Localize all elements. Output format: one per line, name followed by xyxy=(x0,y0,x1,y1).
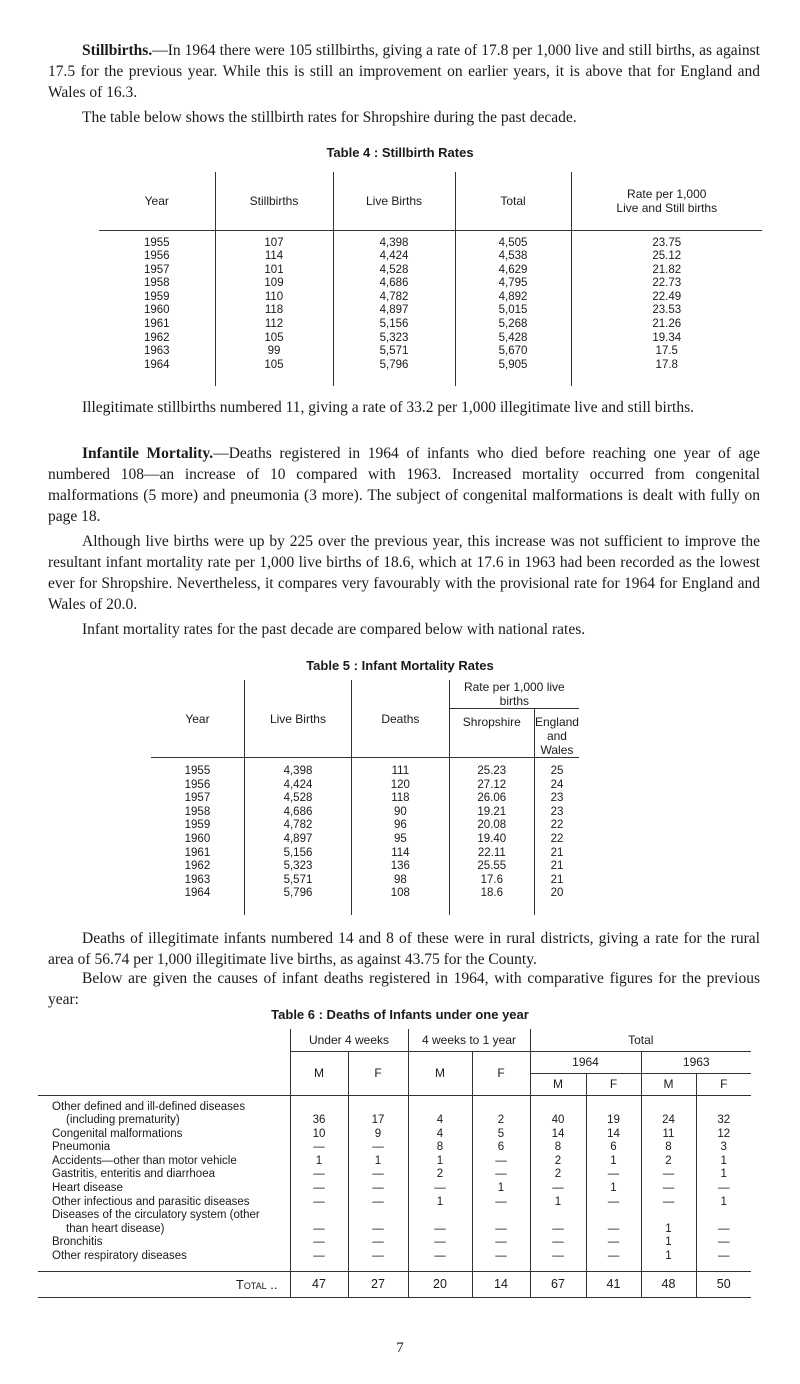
cell-to1-m: 4 xyxy=(408,1128,472,1142)
cell-under4-f: — xyxy=(348,1209,408,1236)
cell-to1-f: — xyxy=(472,1196,530,1210)
cell-year: 1964 xyxy=(184,887,211,900)
table-row xyxy=(151,819,579,833)
cell-total: 5,670 xyxy=(455,345,571,359)
cell-year: 1958 xyxy=(184,805,211,818)
cause-label xyxy=(38,1168,290,1182)
cell-total-1964-f: — xyxy=(586,1250,641,1264)
stillbirths-heading: Stillbirths. xyxy=(82,42,153,59)
cell-to1-f: 1 xyxy=(472,1182,530,1196)
cell-year: 1961 xyxy=(184,846,211,859)
cell-deaths: 90 xyxy=(352,806,450,820)
and-wales-label: and Wales xyxy=(540,729,574,757)
cause-label-text: Diseases of the circulatory system (other xyxy=(52,1209,260,1222)
cause-label xyxy=(38,1209,290,1236)
total-total-1964-m: 67 xyxy=(530,1272,586,1298)
cell-total-1963-f: 3 xyxy=(696,1141,751,1155)
cell-total-1963-f: — xyxy=(696,1209,751,1236)
cell-to1-f: 2 xyxy=(472,1095,530,1128)
cause-label-text: Heart disease xyxy=(52,1182,123,1195)
cause-label xyxy=(38,1095,290,1128)
cell-year: 1961 xyxy=(143,318,170,331)
col-under4-f: F xyxy=(348,1051,408,1095)
cell-under4-m: — xyxy=(290,1141,348,1155)
table-row xyxy=(99,264,762,278)
table-row xyxy=(38,1128,751,1142)
table-row xyxy=(151,874,579,888)
cell-under4-m: 10 xyxy=(290,1128,348,1142)
cell-shropshire: 20.08 xyxy=(449,819,534,833)
cell-under4-m: — xyxy=(290,1209,348,1236)
cell-live-births: 4,398 xyxy=(244,758,351,779)
cell-total-1964-f: 14 xyxy=(586,1128,641,1142)
col-1964-m: M xyxy=(530,1073,586,1095)
col-total: Total xyxy=(530,1029,751,1051)
cell-stillbirths: 112 xyxy=(215,318,333,332)
cell-to1-m: — xyxy=(408,1250,472,1264)
cell-rate: 23.75 xyxy=(571,230,762,250)
cell-under4-f: — xyxy=(348,1250,408,1264)
col-year: Year xyxy=(144,193,169,208)
cell-under4-f: 1 xyxy=(348,1155,408,1169)
table-row xyxy=(99,291,762,305)
cell-deaths: 98 xyxy=(352,874,450,888)
cell-live-births: 4,897 xyxy=(333,304,455,318)
cell-live-births: 4,398 xyxy=(333,230,455,250)
col-1963-m: M xyxy=(641,1073,696,1095)
cell-year: 1962 xyxy=(143,331,170,344)
cell-live-births: 5,323 xyxy=(244,860,351,874)
table-row xyxy=(38,1141,751,1155)
cell-rate: 17.5 xyxy=(571,345,762,359)
cell-year: 1962 xyxy=(184,860,211,873)
total-total-1964-f: 41 xyxy=(586,1272,641,1298)
cell-under4-m: 1 xyxy=(290,1155,348,1169)
cell-year: 1960 xyxy=(184,832,211,845)
cause-label xyxy=(38,1182,290,1196)
infantile-mortality-heading: Infantile Mortality. xyxy=(82,445,214,462)
cell-year: 1959 xyxy=(143,290,170,303)
cell-year: 1956 xyxy=(143,250,170,263)
cell-england-wales: 21 xyxy=(534,874,579,888)
cell-live-births: 5,323 xyxy=(333,332,455,346)
cell-total-1963-f: — xyxy=(696,1236,751,1250)
cell-year: 1963 xyxy=(184,873,211,886)
cell-total-1963-f: 32 xyxy=(696,1095,751,1128)
stillbirths-paragraph xyxy=(48,40,760,103)
col-england-wales xyxy=(534,709,579,758)
table-row xyxy=(151,792,579,806)
cell-total-1964-m: 1 xyxy=(530,1196,586,1210)
cell-stillbirths: 114 xyxy=(215,250,333,264)
cell-to1-f: 6 xyxy=(472,1141,530,1155)
cell-year: 1955 xyxy=(184,765,211,777)
table-row xyxy=(38,1155,751,1169)
cell-total-1963-m: 2 xyxy=(641,1155,696,1169)
cause-label-text: Other infectious and parasitic diseases xyxy=(52,1195,250,1208)
cell-total-1964-m: — xyxy=(530,1209,586,1236)
cell-under4-m: — xyxy=(290,1182,348,1196)
col-1963: 1963 xyxy=(641,1051,751,1073)
cell-total-1964-m: — xyxy=(530,1182,586,1196)
cell-year: 1960 xyxy=(143,304,170,317)
cell-total-1964-m: 14 xyxy=(530,1128,586,1142)
table-row xyxy=(99,230,762,250)
cell-to1-m: — xyxy=(408,1236,472,1250)
cell-rate: 17.8 xyxy=(571,359,762,373)
cell-live-births: 5,571 xyxy=(244,874,351,888)
infant-mortality-table xyxy=(151,680,579,915)
cell-total-1964-f: — xyxy=(586,1209,641,1236)
cell-under4-f: — xyxy=(348,1182,408,1196)
cell-under4-f: 17 xyxy=(348,1095,408,1128)
cell-to1-f: — xyxy=(472,1155,530,1169)
cell-year: 1964 xyxy=(143,358,170,371)
cell-year: 1957 xyxy=(184,792,211,805)
cell-stillbirths: 105 xyxy=(215,332,333,346)
live-births-paragraph: Although live births were up by 225 over the previous year, this increase was not sufficient to improve the resultant infant mortality rate per 1,000 live births of 18.6, which at 17.6 in 1963 had been recorded as the lowest ever for Shropshire. Nevertheless, it compares very favourably with the provisional rate for 1964 for England and Wales of 20.0. xyxy=(48,533,760,613)
cause-label-text: Congenital malformations xyxy=(52,1127,183,1140)
cell-to1-f: — xyxy=(472,1236,530,1250)
cell-shropshire: 26.06 xyxy=(449,792,534,806)
table-row xyxy=(151,887,579,901)
col-1964: 1964 xyxy=(530,1051,641,1073)
table-row xyxy=(99,359,762,373)
cell-under4-m: — xyxy=(290,1196,348,1210)
cell-total-1963-m: 1 xyxy=(641,1250,696,1264)
table-row xyxy=(99,304,762,318)
cell-rate: 22.73 xyxy=(571,277,762,291)
cell-shropshire: 18.6 xyxy=(449,887,534,901)
table6-caption: Table 6 : Deaths of Infants under one year xyxy=(271,1007,529,1022)
cell-england-wales: 23 xyxy=(534,806,579,820)
col-year: Year xyxy=(185,711,210,726)
cell-total-1964-f: 19 xyxy=(586,1095,641,1128)
causes-paragraph: Below are given the causes of infant deaths registered in 1964, with comparative figures for the previous year: xyxy=(48,970,760,1008)
table5-caption: Table 5 : Infant Mortality Rates xyxy=(306,658,494,673)
cell-shropshire: 19.40 xyxy=(449,833,534,847)
table-row xyxy=(151,860,579,874)
cell-year: 1958 xyxy=(143,277,170,290)
illegitimate-stillbirths-paragraph: Illegitimate stillbirths numbered 11, giving a rate of 33.2 per 1,000 illegitimate live and still births. xyxy=(82,399,694,416)
col-live-births: Live Births xyxy=(244,680,351,758)
cell-deaths: 96 xyxy=(352,819,450,833)
cell-under4-f: — xyxy=(348,1141,408,1155)
cell-under4-m: — xyxy=(290,1168,348,1182)
cell-england-wales: 21 xyxy=(534,860,579,874)
cause-label xyxy=(38,1250,290,1264)
cell-year: 1959 xyxy=(184,819,211,832)
cause-label xyxy=(38,1155,290,1169)
cell-total: 5,268 xyxy=(455,318,571,332)
cell-total-1963-m: 11 xyxy=(641,1128,696,1142)
cause-column-header xyxy=(38,1029,290,1095)
cell-total-1963-m: — xyxy=(641,1168,696,1182)
cell-live-births: 4,424 xyxy=(244,779,351,793)
cell-stillbirths: 109 xyxy=(215,277,333,291)
cell-stillbirths: 105 xyxy=(215,359,333,373)
cell-shropshire: 25.55 xyxy=(449,860,534,874)
cell-england-wales: 21 xyxy=(534,847,579,861)
cell-total-1963-m: 1 xyxy=(641,1236,696,1250)
cell-stillbirths: 118 xyxy=(215,304,333,318)
table-row xyxy=(38,1209,751,1236)
cell-total-1963-f: — xyxy=(696,1250,751,1264)
cell-under4-m: — xyxy=(290,1236,348,1250)
rate-header-line1: Rate per 1,000 xyxy=(627,186,707,201)
cell-to1-m: 1 xyxy=(408,1155,472,1169)
cell-deaths: 108 xyxy=(352,887,450,901)
cell-rate: 21.26 xyxy=(571,318,762,332)
cell-england-wales: 25 xyxy=(534,758,579,779)
cell-to1-m: 4 xyxy=(408,1095,472,1128)
cell-england-wales: 22 xyxy=(534,819,579,833)
cell-year: 1955 xyxy=(143,236,170,249)
cell-total-1964-f: — xyxy=(586,1196,641,1210)
cell-total: 5,015 xyxy=(455,304,571,318)
cell-total-1964-f: 1 xyxy=(586,1182,641,1196)
cause-label xyxy=(38,1141,290,1155)
table-row xyxy=(99,250,762,264)
infant-deaths-table xyxy=(38,1029,751,1298)
cell-deaths: 95 xyxy=(352,833,450,847)
col-total: Total xyxy=(455,172,571,230)
cell-to1-m: 8 xyxy=(408,1141,472,1155)
cell-to1-f: — xyxy=(472,1250,530,1264)
cause-label xyxy=(38,1196,290,1210)
cell-total: 4,505 xyxy=(455,230,571,250)
table-row xyxy=(151,758,579,779)
cell-england-wales: 23 xyxy=(534,792,579,806)
col-rate-group: Rate per 1,000 live births xyxy=(449,680,579,709)
col-4-weeks-to-1-year: 4 weeks to 1 year xyxy=(408,1029,530,1051)
cell-total-1963-m: — xyxy=(641,1196,696,1210)
total-label-text: Total xyxy=(235,1276,267,1292)
cell-total: 5,428 xyxy=(455,332,571,346)
total-under4-f: 27 xyxy=(348,1272,408,1298)
col-1963-f: F xyxy=(696,1073,751,1095)
col-rate xyxy=(571,172,762,230)
table-row xyxy=(99,345,762,359)
total-label: Total .. xyxy=(235,1276,278,1292)
cell-total-1964-m: 2 xyxy=(530,1155,586,1169)
cell-deaths: 111 xyxy=(352,758,450,779)
cell-rate: 21.82 xyxy=(571,264,762,278)
cell-under4-m: — xyxy=(290,1250,348,1264)
col-shropshire: Shropshire xyxy=(449,709,534,758)
total-total-1963-m: 48 xyxy=(641,1272,696,1298)
cell-live-births: 4,528 xyxy=(333,264,455,278)
cell-total-1964-m: — xyxy=(530,1250,586,1264)
total-under4-m: 47 xyxy=(290,1272,348,1298)
table-row xyxy=(151,779,579,793)
cell-total-1964-m: 40 xyxy=(530,1095,586,1128)
cell-stillbirths: 99 xyxy=(215,345,333,359)
table-row xyxy=(38,1182,751,1196)
stillbirths-text: —In 1964 there were 105 stillbirths, giving a rate of 17.8 per 1,000 live and still births, as against 17.5 for the previous year. While this is still an improvement on earlier years, it is above that for England and Wales of 16.3. xyxy=(48,42,760,101)
cell-total-1964-f: 1 xyxy=(586,1155,641,1169)
cause-label-text: Accidents—other than motor vehicle xyxy=(52,1154,237,1167)
cause-label-text: Other respiratory diseases xyxy=(52,1250,187,1263)
cell-shropshire: 25.23 xyxy=(449,758,534,779)
cell-total-1964-f: 6 xyxy=(586,1141,641,1155)
table-row xyxy=(151,833,579,847)
cell-live-births: 5,156 xyxy=(333,318,455,332)
col-under4-m: M xyxy=(290,1051,348,1095)
cell-total: 5,905 xyxy=(455,359,571,373)
cause-label-text-continued: (including prematurity) xyxy=(66,1114,180,1127)
cell-deaths: 114 xyxy=(352,847,450,861)
table5-intro: Infant mortality rates for the past decade are compared below with national rates. xyxy=(82,621,586,638)
cell-to1-m: — xyxy=(408,1209,472,1236)
table-row xyxy=(38,1095,751,1128)
cell-year: 1963 xyxy=(143,345,170,358)
cell-year: 1956 xyxy=(184,778,211,791)
cell-deaths: 136 xyxy=(352,860,450,874)
cell-total-1964-f: — xyxy=(586,1168,641,1182)
col-1964-f: F xyxy=(586,1073,641,1095)
cell-total-1963-f: 1 xyxy=(696,1168,751,1182)
cell-total-1964-m: — xyxy=(530,1236,586,1250)
cell-rate: 19.34 xyxy=(571,332,762,346)
cause-label-text: Other defined and ill-defined diseases xyxy=(52,1100,246,1113)
cell-england-wales: 20 xyxy=(534,887,579,901)
cell-total: 4,538 xyxy=(455,250,571,264)
col-to1-m: M xyxy=(408,1051,472,1095)
cell-to1-m: 1 xyxy=(408,1196,472,1210)
cell-live-births: 4,528 xyxy=(244,792,351,806)
cell-total-1963-f: — xyxy=(696,1182,751,1196)
cell-deaths: 118 xyxy=(352,792,450,806)
cell-rate: 25.12 xyxy=(571,250,762,264)
table4-intro: The table below shows the stillbirth rates for Shropshire during the past decade. xyxy=(82,109,577,126)
cell-england-wales: 24 xyxy=(534,779,579,793)
cell-year: 1957 xyxy=(143,263,170,276)
col-under-4-weeks: Under 4 weeks xyxy=(290,1029,408,1051)
cell-live-births: 4,897 xyxy=(244,833,351,847)
cell-total: 4,629 xyxy=(455,264,571,278)
cell-live-births: 4,686 xyxy=(333,277,455,291)
cell-live-births: 4,686 xyxy=(244,806,351,820)
cell-live-births: 5,156 xyxy=(244,847,351,861)
cell-live-births: 4,782 xyxy=(333,291,455,305)
infantile-mortality-text: —Deaths registered in 1964 of infants who died before reaching one year of age numbered 108—an increase of 10 compared with 1963. Increased mortality occurred from congenital malformations (5 more) and pneumonia (3 more). The subject of congenital malformations is dealt with fully on page 18. xyxy=(48,445,760,525)
cell-stillbirths: 107 xyxy=(215,230,333,250)
cause-label xyxy=(38,1236,290,1250)
total-total-1963-f: 50 xyxy=(696,1272,751,1298)
cell-to1-m: — xyxy=(408,1182,472,1196)
table-row xyxy=(151,847,579,861)
total-to1-f: 14 xyxy=(472,1272,530,1298)
cell-shropshire: 17.6 xyxy=(449,874,534,888)
england-label: England xyxy=(534,715,579,729)
cell-total-1963-f: 12 xyxy=(696,1128,751,1142)
cell-total-1963-f: 1 xyxy=(696,1196,751,1210)
cell-to1-m: 2 xyxy=(408,1168,472,1182)
cell-total-1964-f: — xyxy=(586,1236,641,1250)
table4-caption: Table 4 : Stillbirth Rates xyxy=(326,145,474,160)
cell-live-births: 4,424 xyxy=(333,250,455,264)
table-row xyxy=(38,1236,751,1250)
cell-rate: 22.49 xyxy=(571,291,762,305)
table-row xyxy=(38,1168,751,1182)
cell-shropshire: 19.21 xyxy=(449,806,534,820)
cause-label-text: Gastritis, enteritis and diarrhoea xyxy=(52,1168,215,1181)
cell-under4-f: — xyxy=(348,1168,408,1182)
infantile-mortality-paragraph xyxy=(48,443,760,527)
illegitimate-infants-paragraph: Deaths of illegitimate infants numbered 14 and 8 of these were in rural districts, giving a rate for the rural area of 56.74 per 1,000 illegitimate live births, as against 43.75 for the County. xyxy=(48,930,760,968)
cause-label-text: Pneumonia xyxy=(52,1141,111,1154)
cell-total-1963-m: 1 xyxy=(641,1209,696,1236)
cell-rate: 23.53 xyxy=(571,304,762,318)
cell-live-births: 4,782 xyxy=(244,819,351,833)
col-stillbirths: Stillbirths xyxy=(215,172,333,230)
rate-header-line2: Live and Still births xyxy=(616,200,718,215)
table-row xyxy=(99,332,762,346)
cell-deaths: 120 xyxy=(352,779,450,793)
table-row xyxy=(151,806,579,820)
cell-under4-f: — xyxy=(348,1236,408,1250)
cell-live-births: 5,571 xyxy=(333,345,455,359)
cell-total-1963-m: 8 xyxy=(641,1141,696,1155)
stillbirth-rates-table xyxy=(99,172,762,386)
cell-total-1963-m: 24 xyxy=(641,1095,696,1128)
cell-total-1964-m: 2 xyxy=(530,1168,586,1182)
cell-stillbirths: 110 xyxy=(215,291,333,305)
cell-total-1963-f: 1 xyxy=(696,1155,751,1169)
cell-england-wales: 22 xyxy=(534,833,579,847)
cell-to1-f: — xyxy=(472,1168,530,1182)
col-to1-f: F xyxy=(472,1051,530,1095)
totals-row xyxy=(38,1272,751,1298)
cell-total-1964-m: 8 xyxy=(530,1141,586,1155)
table-row xyxy=(99,277,762,291)
cell-to1-f: — xyxy=(472,1209,530,1236)
cell-to1-f: 5 xyxy=(472,1128,530,1142)
table-row xyxy=(38,1196,751,1210)
cell-stillbirths: 101 xyxy=(215,264,333,278)
table-row xyxy=(38,1250,751,1264)
cell-total: 4,795 xyxy=(455,277,571,291)
cell-total-1963-m: — xyxy=(641,1182,696,1196)
cause-label-text-continued: than heart disease) xyxy=(66,1222,165,1235)
page-number: 7 xyxy=(396,1340,404,1356)
cause-label xyxy=(38,1128,290,1142)
total-to1-m: 20 xyxy=(408,1272,472,1298)
col-live-births: Live Births xyxy=(333,172,455,230)
cell-under4-f: 9 xyxy=(348,1128,408,1142)
cell-live-births: 5,796 xyxy=(333,359,455,373)
cell-under4-m: 36 xyxy=(290,1095,348,1128)
col-deaths: Deaths xyxy=(352,680,450,758)
cell-shropshire: 22.11 xyxy=(449,847,534,861)
cause-label-text: Bronchitis xyxy=(52,1236,103,1249)
cell-shropshire: 27.12 xyxy=(449,779,534,793)
cell-total: 4,892 xyxy=(455,291,571,305)
cell-live-births: 5,796 xyxy=(244,887,351,901)
cell-under4-f: — xyxy=(348,1196,408,1210)
table-row xyxy=(99,318,762,332)
